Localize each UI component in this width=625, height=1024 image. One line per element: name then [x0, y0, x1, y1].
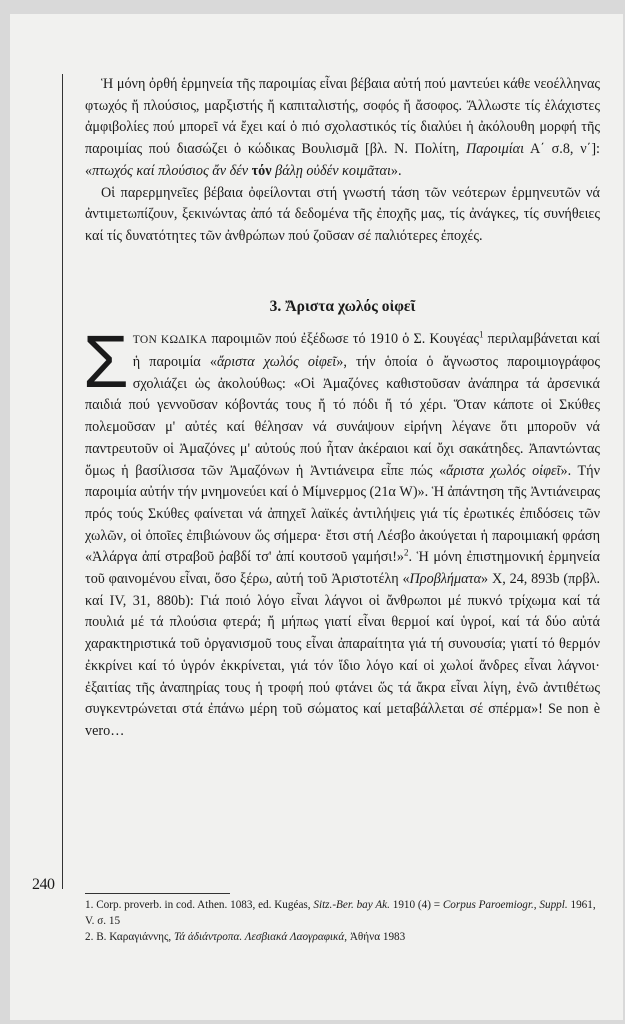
footnote-rule: [85, 893, 230, 894]
section-heading: 3. Ἄριστα χωλός οἰφεῖ: [269, 297, 416, 315]
book-title: Παροιμίαι: [466, 141, 525, 158]
footnote-ref-1: 1: [479, 329, 484, 340]
intro-paragraph-1: Ἡ μόνη ὀρθή ἑρμηνεία τῆς παροιμίας εἶναι βέβαια αὐτή πού μαντεύει κάθε νεοέλληνας φτωχός ἤ πλούσιος, μαρξιστής ἤ καπιταλιστής, σοφός ἤ ἄσοφος. Ἄλλωστε τίς ἐλάχιστες ἀμφιβολίες πού μπορεῖ νά ἔχει καί ὁ πιό σχολαστικός τίς διαλύει ἡ ἀκόλουθη μορφή τῆς παροιμίας πού διασώζει ὁ κώδικας Βουλισμᾶ [βλ. Ν. Πολίτη, Παροιμίαι Α΄ σ.8, ν΄]: «πτωχός καί πλούσιος ἄν δέν τόν βάλῃ οὐδέν κοιμᾶται».: [85, 76, 600, 179]
footnote-ref-2: 2: [404, 547, 409, 558]
page-number: 240: [32, 876, 55, 893]
book-page: [10, 14, 623, 1020]
lead-small-caps: ΤΟΝ ΚΩΔΙΚΑ: [132, 334, 208, 347]
margin-rule: [62, 74, 63, 889]
footnote-2: 2. Β. Καραγιάννης, Τά ἀδιάντροπα. Λεσβιακά Λαογραφικά, Ἀθήνα 1983: [85, 931, 406, 943]
section-body: [83, 320, 601, 742]
footnote-1: 1. Corp. proverb. in cod. Athen. 1083, ed. Kugéas, Sitz.-Ber. bay Ak. 1910 (4) = Corpus Paroemiogr., Suppl. 1961, V. σ. 15: [85, 899, 596, 927]
proverb-quote: πτωχός καί πλούσιος ἄν δέν: [92, 162, 249, 179]
drop-cap: Σ: [83, 320, 129, 404]
section-paragraph: ΣΤΟΝ ΚΩΔΙΚΑ παροιμιῶν πού ἐξέδωσε τό 1910 ὁ Σ. Κουγέας$^1$ περιλαμβάνεται καί ἡ παροιμία «ἄριστα χωλός οἰφεῖ», τήν ὁποία ὁ ἄγνωστος παροιμιογράφος σχολιάζει ὡς ἀκολούθως: «Οἱ Ἀμαζόνες καθιστοῦσαν ἀνάπηρα τά ἀρσενικά παιδιά πού γεννοῦσαν κόβοντάς τους ἤ τό πόδι ἤ τό χέρι. Ὅταν κάποτε οἱ Σκύθες πολεμοῦσαν μ' αὐτές καί θέλησαν νά συνάψουν εἰρήνη λέγανε ὅτι μποροῦν νά παντρευτοῦν οἱ Ἀμαζόνες μ' αὐτούς πού ἦταν ἀκέραιοι καί ὄχι σακάτηδες. Ἀπαντώντας ὅμως ἡ βασίλισσα τῶν Ἀμαζόνων ἡ Ἀντιάνειρα εἶπε πώς «ἄριστα χωλός οἰφεῖ». Τήν παροιμία αὐτήν τήν μνημονεύει καί ὁ Μίμνερμος (21α W)». Ἡ ἀπάντηση τῆς Ἀντιάνειρας πρός τούς Σκύθες φαίνεται νά ἀπηχεῖ λαϊκές ἀντιλήψεις γιά τίς ἐρωτικές ἐπιδόσεις τῶν χωλῶν, οἱ ὁποῖες ἐπιβιώνουν ὥς σήμερα· ἔτσι στή Λέσβο ἀκούγεται ἡ παροιμιακή φράση «Ἀλάργα ἀπί στραβοῦ ῥαβδί τσ' ἀπί κουτσοῦ γαμήσι!»$^2$. Ἡ μόνη ἐπιστημονική ἑρμηνεία τοῦ φαινομένου εἶναι, ὅσο ξέρω, αὐτή τοῦ Ἀριστοτέλη «Προβλήματα» Χ, 24, 893b (πρβλ. καί IV, 31, 880b): Γιά ποιό λόγο εἶναι λάγνοι οἱ ἄνθρωποι μέ πυκνό τρίχωμα καί τά πουλιά μέ τά πλούσια φτερά; ἤ μήπως γιατί εἶναι θερμοί καί ὑγροί, καί τά δύο αὐτά χαρακτηριστικά τοῦ ὀργανισμοῦ τους εἶναι ἀπαραίτητα γιά τή συνουσία; γιατί τό θερμόν ἐκκρίνει καί τό ὑγρόν ἐκκρίνεται, γιά τόν ἴδιο λόγο καί οἱ χωλοί ἄνδρες εἶναι λάγνοι· ἐξαιτίας τῆς ἀναπηρίας τους ἡ τροφή πού φτάνει ὥς τά ἄκρα εἶναι λίγη, ἐνῶ ἀντιθέτως συγκεντρώνεται στά ἐπάνω μέρη τοῦ σώματος καί μεταβάλλεται σέ σπέρμα»! Se non è vero…: [83, 320, 601, 739]
intro-paragraph-2: Οἱ παρερμηνεῖες βέβαια ὀφείλονται στή γνωστή τάση τῶν νεότερων ἑρμηνευτῶν νά ἀντιμετωπίζουν, ξεκινώντας ἀπό τά δεδομένα τῆς ἐποχῆς μας, τίς ἀνάγκες, τίς συνήθειες καί τίς δυνατότητες τῶν ἀνθρώπων πού ζοῦσαν σέ παλιότερες ἐποχές.: [85, 184, 600, 244]
footnotes: [85, 893, 600, 945]
main-text: [85, 74, 600, 743]
